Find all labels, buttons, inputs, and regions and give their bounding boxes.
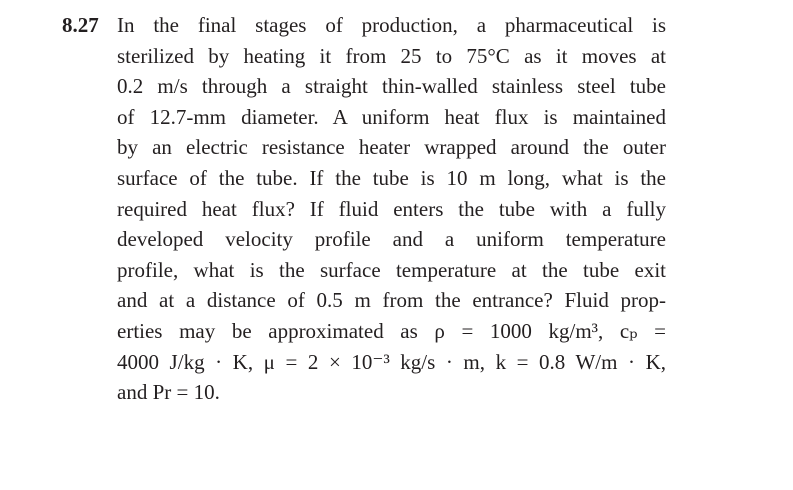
problem-text-line: erties may be approximated as ρ = 1000 kg/m³, cₚ =	[117, 318, 666, 343]
problem-text-line: 0.2 m/s through a straight thin-walled stainless steel tube	[117, 74, 666, 99]
problem-text-line: 4000 J/kg · K, μ = 2 × 10⁻³ kg/s · m, k = 0.8 W/m · K,	[117, 349, 666, 374]
problem-text-line: of 12.7-mm diameter. A uniform heat flux is maintained	[117, 104, 666, 129]
problem-text-line: developed velocity profile and a uniform temperature	[117, 227, 666, 252]
problem-text-line: and at a distance of 0.5 m from the entrance? Fluid prop-	[117, 288, 666, 313]
problem-text	[117, 10, 666, 408]
problem-text-line: and Pr = 10.	[117, 380, 220, 405]
problem-text-line: surface of the tube. If the tube is 10 m long, what is the	[117, 165, 666, 190]
problem-text-line: profile, what is the surface temperature at the tube exit	[117, 257, 666, 282]
problem-text-line: sterilized by heating it from 25 to 75°C as it moves at	[117, 43, 666, 68]
problem-text-line: required heat flux? If fluid enters the tube with a fully	[117, 196, 666, 221]
problem-text-line: by an electric resistance heater wrapped around the outer	[117, 135, 666, 160]
problem-number: 8.27	[62, 13, 99, 37]
problem-text-line: In the final stages of production, a pharmaceutical is	[117, 13, 666, 37]
